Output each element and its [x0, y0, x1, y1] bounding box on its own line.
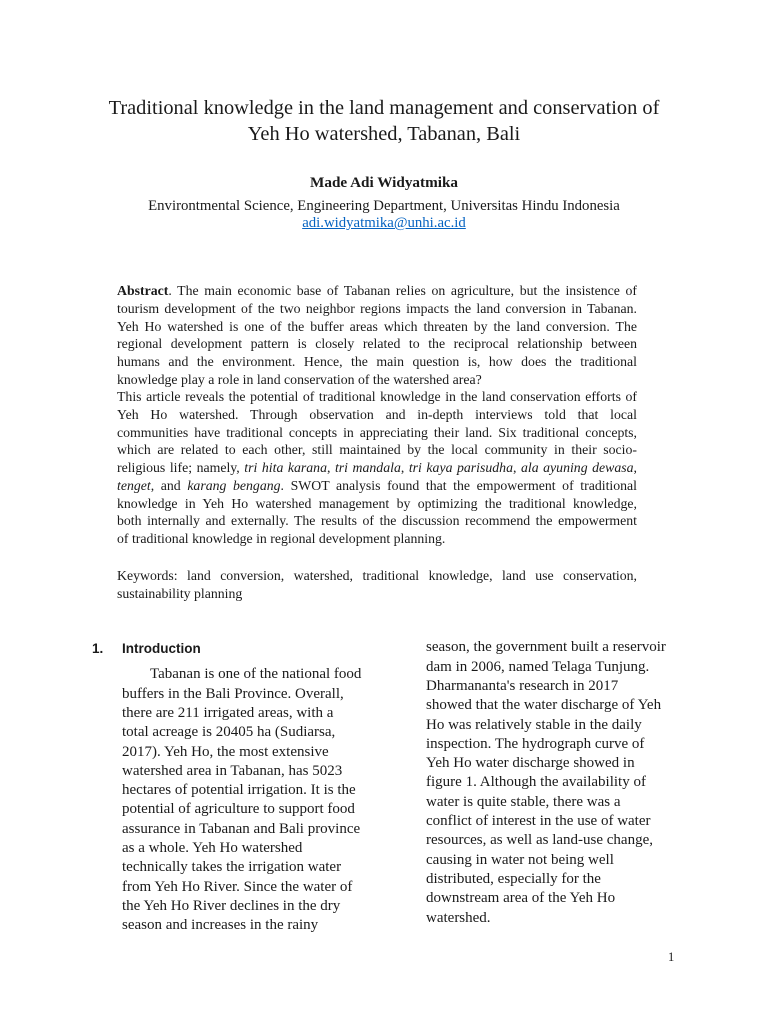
- body-text-line: [122, 878, 368, 897]
- paper-title: [0, 95, 768, 147]
- abstract-line: [117, 388, 637, 406]
- text-run: causing in water not being well: [426, 851, 614, 868]
- text-run: potential of agriculture to support food: [122, 801, 355, 818]
- text-run: assurance in Tabanan and Bali province: [122, 820, 361, 837]
- body-text-line: [426, 696, 688, 715]
- section-number: 1.: [92, 641, 104, 656]
- body-text-line: [426, 851, 688, 870]
- text-run: from Yeh Ho River. Since the water of: [122, 878, 353, 895]
- abstract-line: [117, 441, 637, 459]
- text-run: technically takes the irrigation water: [122, 859, 342, 876]
- text-run: both internally and externally. The results of the discussion recommend the empowerment: [117, 513, 637, 529]
- text-run: This article reveals the potential of traditional knowledge in the land conservation efforts of: [117, 389, 637, 405]
- text-run: watershed.: [426, 909, 491, 926]
- text-run: buffers in the Bali Province. Overall,: [122, 685, 344, 702]
- body-text-line: [122, 743, 368, 762]
- abstract-line: [117, 406, 637, 424]
- text-run: knowledge play a role in land conservation of the watershed area?: [117, 371, 482, 387]
- text-run: Yeh Ho watershed is one of the buffer areas which threaten by the land conversion. The: [117, 318, 637, 334]
- page-number: 1: [668, 950, 675, 964]
- abstract-line: [117, 459, 637, 477]
- keywords-line: [117, 567, 637, 585]
- italic-term: tenget: [117, 477, 151, 493]
- abstract-line: [117, 477, 637, 495]
- abstract-line: [117, 300, 637, 318]
- text-run: Tabanan is one of the national food: [150, 666, 362, 683]
- text-run: 2017). Yeh Ho, the most extensive: [122, 743, 329, 760]
- text-run: ,: [326, 460, 335, 476]
- text-run: season, the government built a reservoir: [426, 639, 666, 656]
- affiliation-text: Environtmental Science, Engineering Department, Universitas Hindu Indonesia: [148, 197, 620, 214]
- bold-label: Abstract: [117, 283, 169, 299]
- keywords-block: [117, 567, 637, 602]
- abstract-line: [117, 353, 637, 371]
- text-run: total acreage is 20405 ha (Sudiarsa,: [122, 724, 336, 741]
- abstract-line: [117, 495, 637, 513]
- body-text-line: [426, 909, 688, 928]
- text-run: Keywords: land conversion, watershed, traditional knowledge, land use conservation,: [117, 568, 637, 584]
- text-run: resources, as well as land-use change,: [426, 832, 653, 849]
- keywords-line: [117, 585, 637, 603]
- body-text-line: [122, 820, 368, 839]
- text-run: conflict of interest in the use of water: [426, 813, 651, 830]
- abstract-line: [117, 371, 637, 389]
- text-run: downstream area of the Yeh Ho: [426, 890, 616, 907]
- body-text-line: [122, 704, 368, 723]
- text-run: ,: [400, 460, 409, 476]
- text-run: regional development pattern is closely related to the reciprocal relationship between: [117, 336, 637, 352]
- text-run: water is quite stable, there was a: [426, 793, 621, 810]
- italic-term: karang bengang: [187, 477, 281, 493]
- body-text-line: [426, 831, 688, 850]
- abstract-line: [117, 512, 637, 530]
- body-text-line: [122, 839, 368, 858]
- text-run: humans and the environment. Hence, the main question is, how does the traditional: [117, 353, 637, 369]
- abstract-line: [117, 318, 637, 336]
- text-run: hectares of potential irrigation. It is the: [122, 782, 356, 799]
- body-text-line: [426, 658, 688, 677]
- text-run: which are related to each other, still maintained by the local community in their socio-: [117, 442, 637, 458]
- right-column-text: [426, 638, 688, 927]
- italic-term: ala ayuning dewasa: [520, 460, 634, 476]
- body-text-line: [426, 889, 688, 908]
- author-email-link[interactable]: adi.widyatmika@unhi.ac.id: [302, 215, 466, 231]
- abstract-line: [117, 282, 637, 300]
- text-run: Yeh Ho watershed. Through observation and in-depth interviews told that local: [117, 407, 637, 423]
- body-text-line: [426, 812, 688, 831]
- text-run: communities have traditional concepts in appreciating their land. Six traditional concepts,: [117, 424, 637, 440]
- author-name: Made Adi Widyatmika: [310, 174, 458, 191]
- body-text-line: [426, 773, 688, 792]
- text-run: there are 211 irrigated areas, with a: [122, 704, 334, 721]
- text-run: tourism development of the two neighbor regions impacts the land conversion in Tabanan.: [117, 300, 637, 316]
- italic-term: tri hita karana: [244, 460, 327, 476]
- text-run: . SWOT analysis found that the empowerment of traditional: [280, 477, 637, 493]
- body-text-line: [426, 638, 688, 657]
- text-run: as a whole. Yeh Ho watershed: [122, 840, 303, 857]
- text-run: Yeh Ho water discharge showed in: [426, 755, 635, 772]
- body-text-line: [122, 897, 368, 916]
- text-run: showed that the water discharge of Yeh: [426, 697, 662, 714]
- body-text-line: [426, 793, 688, 812]
- text-run: inspection. The hydrograph curve of: [426, 735, 645, 752]
- text-run: ,: [633, 460, 637, 476]
- body-text-line: [122, 858, 368, 877]
- text-run: of traditional knowledge in regional development planning.: [117, 530, 446, 546]
- abstract-line: [117, 424, 637, 442]
- text-run: sustainability planning: [117, 585, 243, 601]
- text-run: knowledge in Yeh Ho watershed management by optimizing the traditional knowledge,: [117, 495, 637, 511]
- left-column-text: [122, 665, 368, 935]
- body-text-line: [122, 800, 368, 819]
- italic-term: tri mandala: [334, 460, 401, 476]
- body-text-line: [122, 685, 368, 704]
- body-text-line: [426, 716, 688, 735]
- text-run: ,: [512, 460, 521, 476]
- abstract-line: [117, 335, 637, 353]
- text-run: Ho was relatively stable in the daily: [426, 716, 642, 733]
- body-text-line: [426, 870, 688, 889]
- text-run: , and: [150, 477, 188, 493]
- body-text-line: [122, 781, 368, 800]
- abstract-block: [117, 282, 637, 548]
- italic-term: tri kaya parisudha: [408, 460, 513, 476]
- text-run: Dharmananta's research in 2017: [426, 677, 619, 694]
- text-run: season and increases in the rainy: [122, 917, 319, 934]
- body-text-line: [426, 754, 688, 773]
- author-affiliation-block: [0, 198, 768, 233]
- text-run: dam in 2006, named Telaga Tunjung.: [426, 658, 650, 675]
- text-run: distributed, especially for the: [426, 870, 601, 887]
- body-text-line: [122, 723, 368, 742]
- text-run: watershed area in Tabanan, has 5023: [122, 762, 343, 779]
- body-text-line: [426, 735, 688, 754]
- text-run: the Yeh Ho River declines in the dry: [122, 898, 341, 915]
- abstract-line: [117, 530, 637, 548]
- text-run: figure 1. Although the availability of: [426, 774, 646, 791]
- section-title: Introduction: [122, 641, 201, 656]
- text-run: . The main economic base of Tabanan relies on agriculture, but the insistence of: [168, 283, 637, 299]
- body-text-line: [426, 677, 688, 696]
- body-text-line: [122, 762, 368, 781]
- body-text-line: [122, 916, 368, 935]
- title-line: Yeh Ho watershed, Tabanan, Bali: [247, 123, 521, 145]
- title-line: Traditional knowledge in the land management and conservation of: [108, 97, 660, 119]
- text-run: religious life; namely,: [117, 460, 245, 476]
- body-text-line: [122, 665, 368, 684]
